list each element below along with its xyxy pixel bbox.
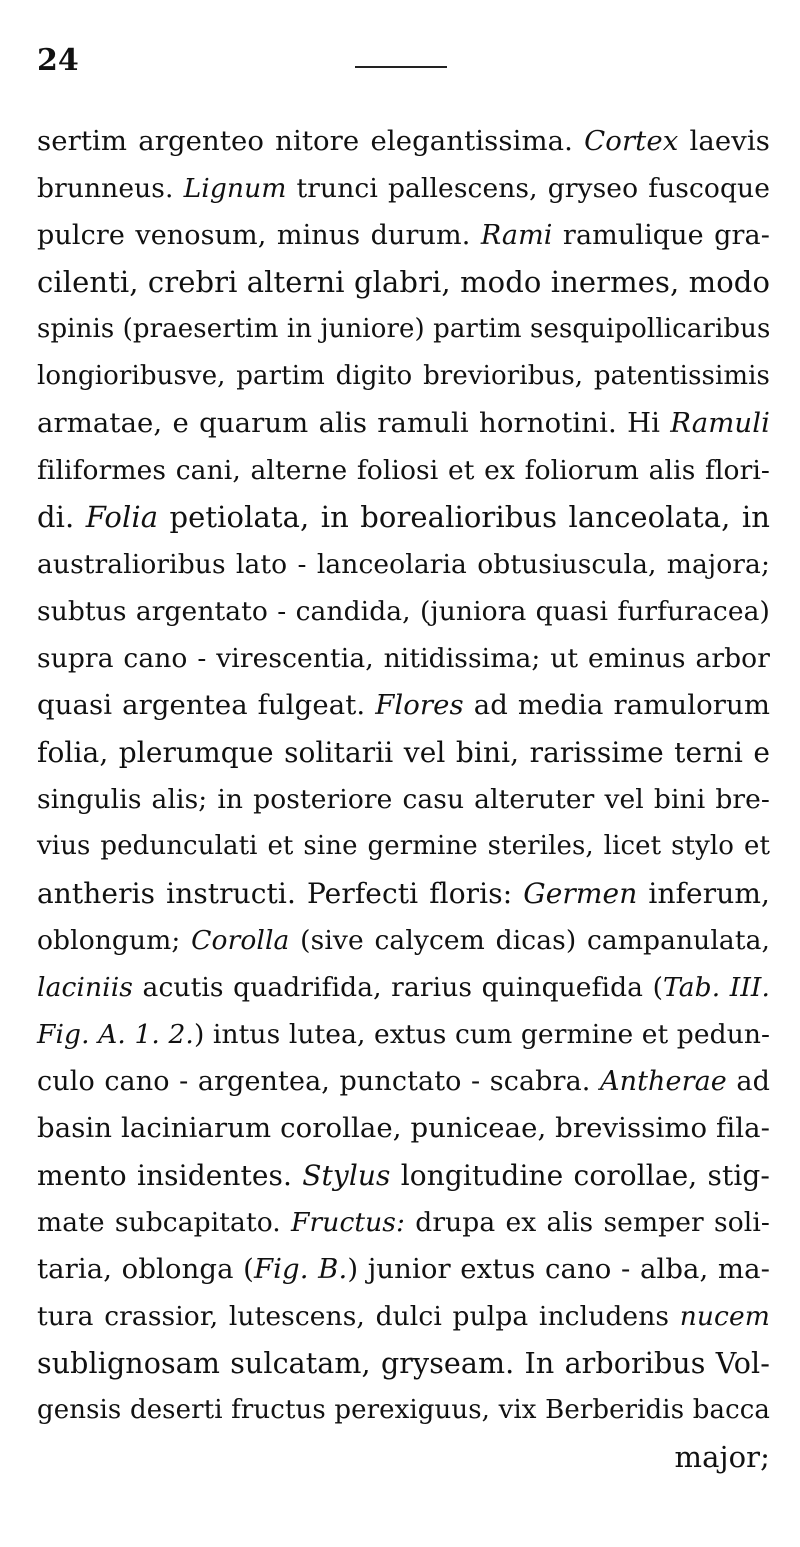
text-line — [37, 118, 770, 165]
text-run: laevis — [678, 125, 770, 157]
text-run: ) junior extus cano - alba, ma- — [347, 1253, 770, 1285]
italic-term: 1. 2. — [134, 1019, 194, 1050]
text-run: acutis quadrifida, rarius quinquefida ( — [133, 972, 664, 1003]
text-run: inferum, — [637, 877, 770, 910]
text-run: longitudine corollae, stig- — [390, 1159, 770, 1192]
italic-term: Folia — [85, 500, 159, 534]
body-text — [37, 118, 770, 1481]
text-run: pulcre venosum, minus durum. — [37, 220, 481, 251]
text-run: gensis deserti fructus perexiguus, vix Berberidis bacca — [37, 1395, 770, 1425]
text-run: drupa ex alis semper soli- — [405, 1207, 770, 1238]
text-run: filiformes cani, alterne foliosi et ex foliorum alis flori- — [37, 455, 770, 486]
text-run: ad — [726, 1066, 770, 1097]
text-line — [37, 400, 770, 447]
text-run: ramulique gra- — [552, 220, 770, 251]
text-run: singulis alis; in posteriore casu alteruter vel bini bre- — [37, 784, 770, 815]
italic-term: Fig. B. — [253, 1253, 348, 1285]
text-run: oblongum; — [37, 925, 192, 956]
text-run: ) intus lutea, extus cum germine et pedun- — [193, 1019, 771, 1050]
text-run: brunneus. — [37, 173, 184, 204]
text-run: vius pedunculati et sine germine steriles, licet stylo et — [37, 831, 770, 861]
text-line — [37, 1340, 770, 1387]
text-run: sublignosam sulcatam, gryseam. In arboribus Vol- — [37, 1347, 770, 1380]
text-run: trunci pallescens, gryseo fuscoque — [286, 173, 770, 204]
italic-term: Antherae — [599, 1066, 727, 1097]
text-run: culo cano - argentea, punctato - scabra. — [37, 1066, 600, 1097]
text-run: mento insidentes. — [37, 1159, 303, 1192]
text-run: petiolata, in borealioribus lanceolata, in — [158, 500, 770, 534]
text-line — [37, 1105, 770, 1152]
text-run: antheris instructi. Perfecti floris: — [37, 877, 524, 910]
text-run: subtus argentato - candida, (juniora quasi furfuracea) — [37, 596, 770, 627]
text-line — [37, 729, 770, 776]
text-run: di. — [37, 500, 86, 534]
text-run: australioribus lato - lanceolaria obtusiuscula, majora; — [37, 549, 770, 580]
text-run: mate subcapitato. — [37, 1207, 292, 1238]
text-line — [37, 353, 770, 400]
text-run: tura crassior, lutescens, dulci pulpa includens — [37, 1301, 680, 1332]
text-run: taria, oblonga ( — [37, 1253, 254, 1285]
text-run: sertim argenteo nitore elegantissima. — [37, 125, 585, 157]
text-line — [37, 682, 770, 729]
text-line — [37, 1058, 770, 1105]
text-run: folia, plerumque solitarii vel bini, rarissime terni e — [37, 736, 770, 769]
text-line — [37, 1434, 770, 1481]
text-line — [37, 1011, 770, 1058]
italic-term: nucem — [679, 1301, 770, 1332]
page-number: 24 — [37, 43, 79, 78]
text-line — [37, 870, 770, 917]
text-line — [37, 635, 770, 682]
italic-term: Cortex — [584, 125, 679, 157]
text-line — [37, 1199, 770, 1246]
text-line — [37, 1293, 770, 1340]
text-line — [37, 494, 770, 541]
text-line — [37, 1387, 770, 1434]
text-line — [37, 1152, 770, 1199]
text-line — [37, 588, 770, 635]
text-run: basin laciniarum corollae, puniceae, brevissimo fila- — [37, 1112, 770, 1144]
text-run: major; — [674, 1440, 770, 1474]
italic-term: Germen — [523, 877, 638, 910]
text-line — [37, 776, 770, 823]
italic-term: Rami — [480, 220, 553, 251]
text-run: armatae, e quarum alis ramuli hornotini. Hi — [37, 407, 671, 439]
text-run: ad media ramulorum — [463, 689, 770, 721]
italic-term: Corolla — [191, 925, 290, 956]
italic-term: laciniis — [37, 972, 134, 1003]
header-rule — [355, 66, 447, 68]
text-run: longioribusve, partim digito brevioribus, patentissimis — [37, 361, 770, 391]
italic-term: Ramuli — [670, 407, 770, 439]
text-run: (sive calycem dicas) campanulata, — [289, 925, 770, 956]
italic-term: Fructus: — [291, 1207, 406, 1238]
text-run: spinis (praesertim in juniore) partim sesquipollicaribus — [37, 314, 771, 344]
text-line — [37, 1246, 770, 1293]
italic-term: Stylus — [302, 1159, 391, 1192]
text-line — [37, 823, 770, 870]
text-run: supra cano - virescentia, nitidissima; ut eminus arbor — [37, 643, 770, 674]
text-line — [37, 964, 770, 1011]
text-line — [37, 917, 770, 964]
text-line — [37, 306, 770, 353]
text-run: quasi argentea fulgeat. — [37, 689, 376, 721]
text-line — [37, 541, 770, 588]
text-run: cilenti, crebri alterni glabri, modo inermes, modo — [37, 265, 771, 299]
italic-term: Tab. III. — [663, 972, 770, 1003]
italic-term: Flores — [375, 689, 464, 721]
text-line — [37, 259, 770, 306]
italic-term: Lignum — [183, 173, 287, 204]
text-line — [37, 447, 770, 494]
text-line — [37, 212, 770, 259]
italic-term: Fig. A. — [37, 1019, 126, 1050]
text-line — [37, 165, 770, 212]
